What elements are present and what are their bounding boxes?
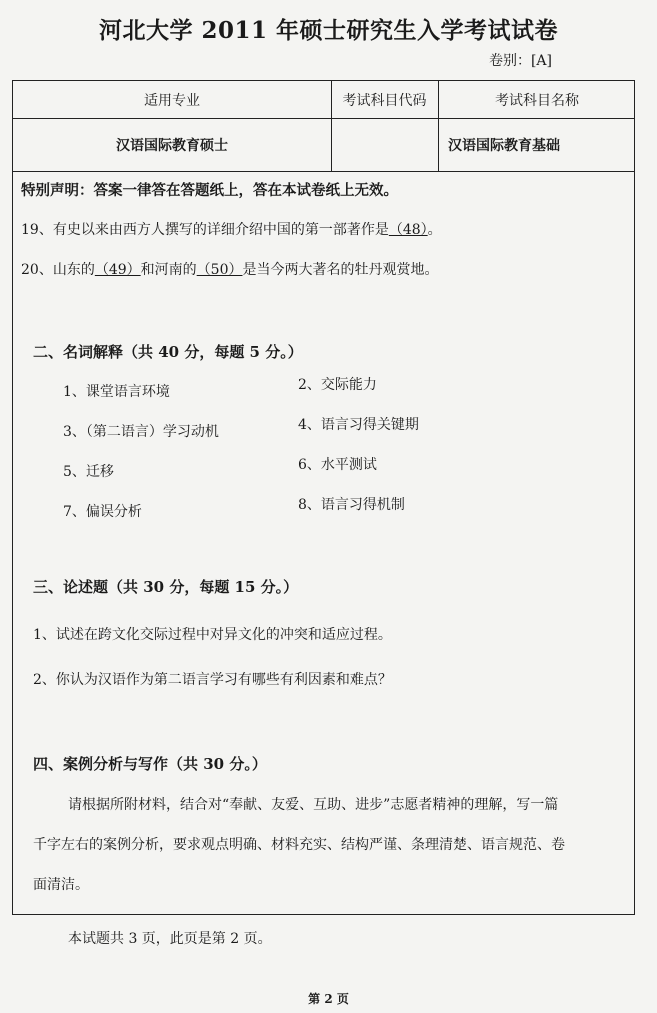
term-item: 8、语言习得机制: [298, 497, 405, 513]
essay-question: 1、试述在跨文化交际过程中对异文化的冲突和适应过程。: [33, 627, 392, 643]
page-number: 第 2 页: [308, 992, 349, 1006]
col-header-major: 适用专业: [144, 92, 200, 109]
term-item: 2、交际能力: [298, 377, 377, 393]
term-item: 1、课堂语言环境: [63, 384, 170, 400]
answer-blank: （49）: [94, 262, 141, 278]
answer-blank: （48）: [388, 222, 428, 238]
paper-type-label: 卷别：[A]: [488, 53, 552, 69]
page-count-note: 本试题共 3 页，此页是第 2 页。: [68, 931, 272, 947]
info-table: [13, 81, 634, 172]
subject-value: 汉语国际教育基础: [448, 137, 560, 154]
term-item: 6、水平测试: [298, 457, 377, 473]
term-item: 3、（第二语言）学习动机: [63, 424, 219, 440]
answer-blank: （50）: [196, 262, 243, 278]
section-2-title: 二、名词解释（共 40 分，每题 5 分。）: [33, 343, 303, 361]
special-notice: 特别声明：答案一律答在答题纸上，答在本试卷纸上无效。: [21, 182, 398, 199]
case-instructions: 请根据所附材料，结合对“奉献、友爱、互助、进步”志愿者精神的理解，写一篇: [68, 797, 559, 813]
term-item: 7、偏误分析: [63, 504, 142, 520]
exam-title: 河北大学 2011 年硕士研究生入学考试试卷: [98, 17, 559, 44]
question-20: [21, 259, 438, 279]
section-4-title: 四、案例分析与写作（共 30 分。）: [33, 755, 267, 773]
question-text: 山东的: [52, 262, 95, 278]
case-instructions: 千字左右的案例分析，要求观点明确、材料充实、结构严谨、条理清楚、语言规范、卷: [33, 837, 565, 853]
question-text: 和河南的: [140, 262, 197, 278]
case-instructions: 面清洁。: [33, 877, 89, 893]
essay-question: 2、你认为汉语作为第二语言学习有哪些有利因素和难点？: [33, 672, 392, 688]
col-header-code: 考试科目代码: [342, 92, 427, 109]
question-text: 是当今两大著名的牡丹观赏地。: [242, 262, 439, 278]
question-text: 有史以来由西方人撰写的详细介绍中国的第一部著作是: [52, 222, 389, 238]
question-19: [21, 219, 442, 239]
exam-frame: [12, 80, 635, 915]
term-item: 5、迁移: [63, 464, 114, 480]
question-number: 20、: [21, 262, 53, 278]
major-value: 汉语国际教育硕士: [116, 137, 228, 154]
question-text: 。: [427, 222, 442, 238]
question-number: 19、: [21, 222, 53, 238]
section-3-title: 三、论述题（共 30 分，每题 15 分。）: [33, 578, 299, 596]
term-item: 4、语言习得关键期: [298, 417, 419, 433]
code-value: [331, 118, 438, 171]
col-header-subject: 考试科目名称: [495, 92, 579, 109]
